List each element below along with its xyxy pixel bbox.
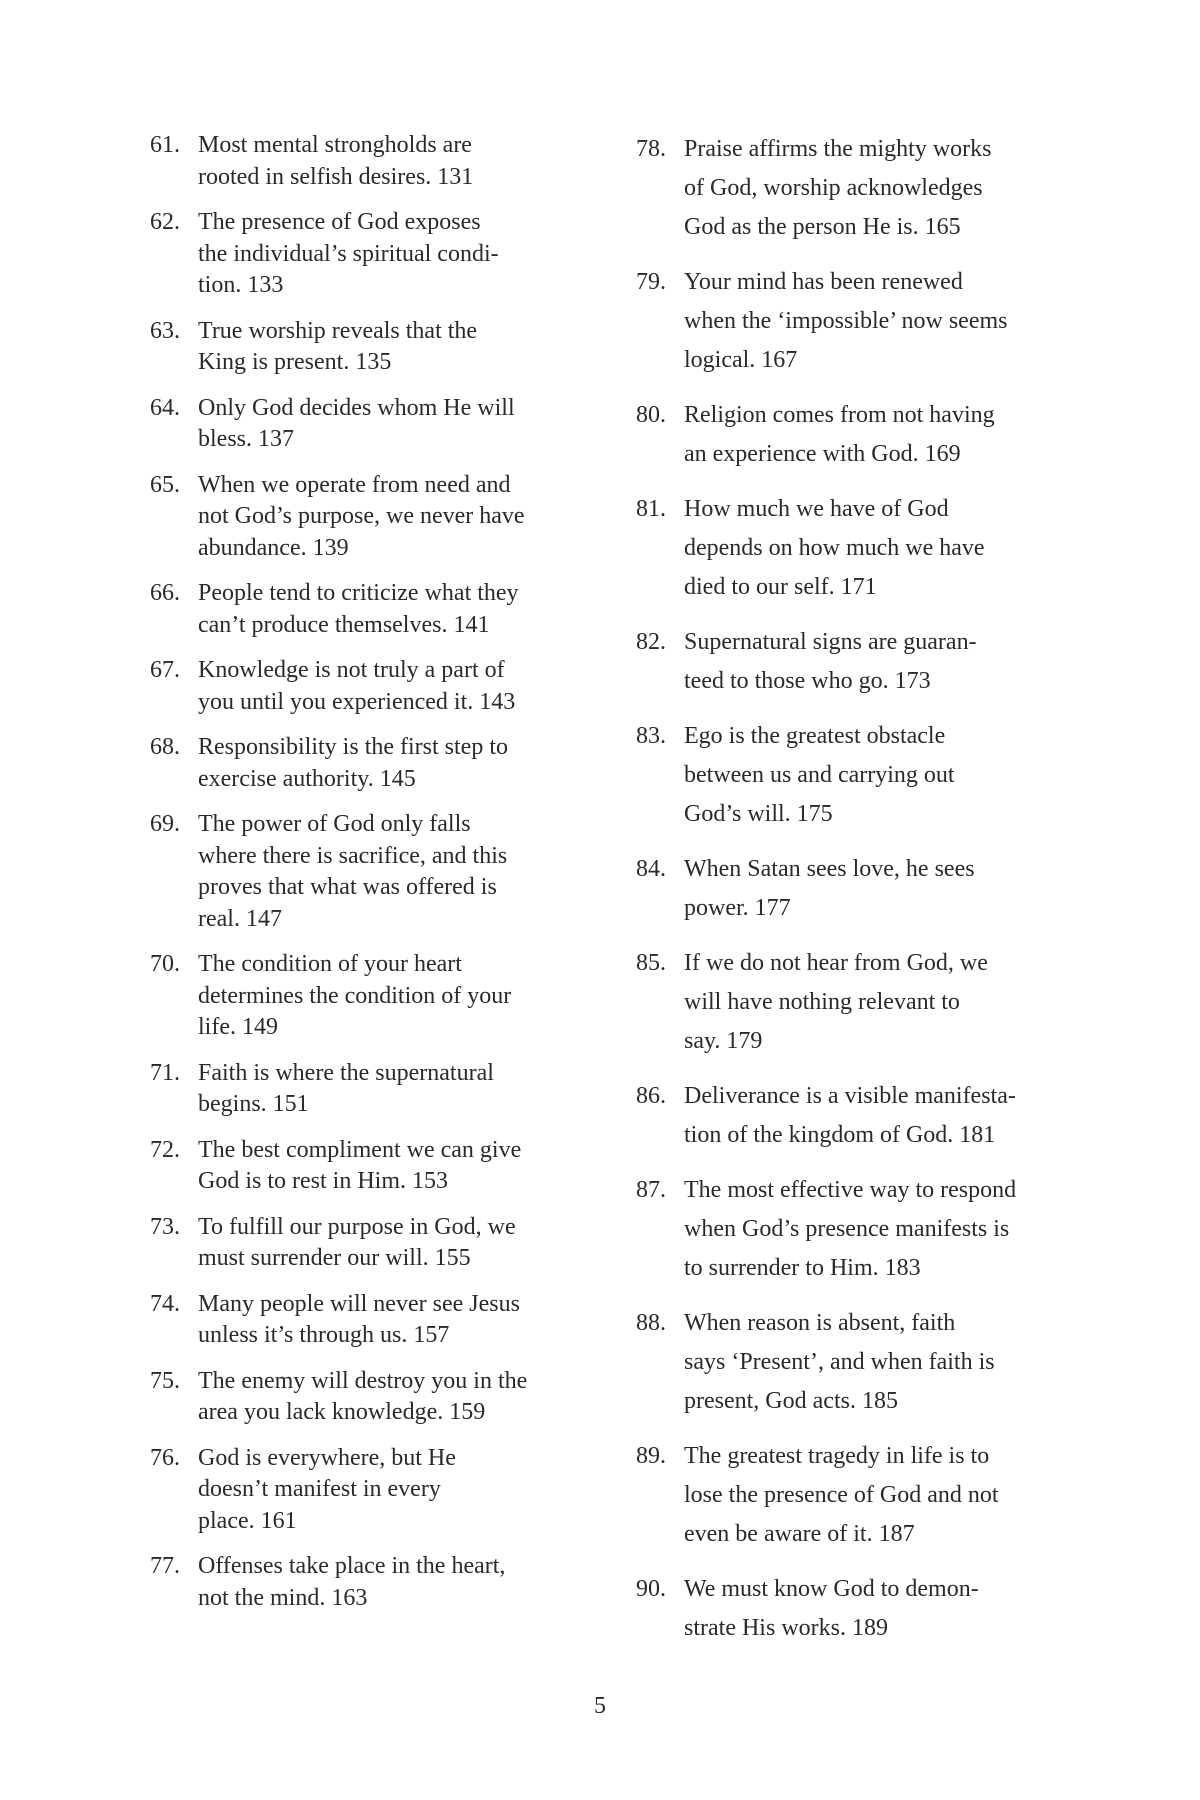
item-number: 85. bbox=[636, 950, 666, 976]
item-number: 69. bbox=[150, 811, 180, 837]
item-text bbox=[198, 130, 580, 193]
item-number: 75. bbox=[150, 1367, 180, 1394]
item-text-line: not the mind. 163 bbox=[198, 1584, 368, 1611]
item-text-line: How much we have of God bbox=[684, 496, 949, 522]
item-number: 83. bbox=[636, 723, 666, 749]
list-item bbox=[150, 732, 580, 795]
item-text-line: Your mind has been renewed bbox=[684, 269, 963, 295]
item-text-line: the individual’s spiritual condi- bbox=[198, 240, 499, 267]
item-text-line: died to our self. 171 bbox=[684, 574, 877, 600]
item-text-line: says ‘Present’, and when faith is bbox=[684, 1349, 995, 1375]
item-text-line: God as the person He is. 165 bbox=[684, 214, 961, 240]
item-text-line: If we do not hear from God, we bbox=[684, 950, 988, 976]
item-text-line: Religion comes from not having bbox=[684, 402, 995, 428]
item-text-line: God is to rest in Him. 153 bbox=[198, 1168, 448, 1194]
item-number: 74. bbox=[150, 1290, 180, 1317]
item-text-line: The enemy will destroy you in the bbox=[198, 1367, 528, 1394]
item-number: 67. bbox=[150, 657, 180, 683]
item-number: 64. bbox=[150, 394, 180, 421]
item-text-line: must surrender our will. 155 bbox=[198, 1245, 471, 1271]
list-item bbox=[636, 1437, 1066, 1554]
item-text-line: proves that what was offered is bbox=[198, 874, 497, 900]
item-text-line: Only God decides whom He will bbox=[198, 394, 515, 421]
item-text bbox=[198, 316, 580, 379]
item-text-line: Ego is the greatest obstacle bbox=[684, 723, 946, 749]
item-number: 63. bbox=[150, 317, 180, 344]
item-text-line: of God, worship acknowledges bbox=[684, 175, 983, 201]
right-column bbox=[636, 130, 1066, 1664]
list-item bbox=[636, 944, 1066, 1061]
item-text bbox=[684, 1171, 1066, 1288]
list-item bbox=[636, 1304, 1066, 1421]
item-number: 61. bbox=[150, 132, 180, 158]
item-number: 76. bbox=[150, 1444, 180, 1471]
list-item bbox=[150, 1135, 580, 1198]
item-text bbox=[198, 393, 580, 456]
item-text bbox=[684, 130, 1066, 247]
item-number: 72. bbox=[150, 1136, 180, 1163]
item-text-line: The most effective way to respond bbox=[684, 1177, 1017, 1203]
list-item bbox=[150, 949, 580, 1044]
item-text-line: can’t produce themselves. 141 bbox=[198, 611, 490, 638]
item-text bbox=[198, 732, 580, 795]
list-item bbox=[150, 393, 580, 456]
item-number: 87. bbox=[636, 1177, 666, 1203]
item-text-line: Offenses take place in the heart, bbox=[198, 1553, 506, 1579]
list-item bbox=[636, 850, 1066, 928]
item-text-line: rooted in selfish desires. 131 bbox=[198, 163, 474, 190]
item-text-line: area you lack knowledge. 159 bbox=[198, 1399, 486, 1425]
item-text-line: place. 161 bbox=[198, 1507, 297, 1534]
item-number: 68. bbox=[150, 734, 180, 760]
item-text-line: When we operate from need and bbox=[198, 471, 511, 498]
item-text-line: an experience with God. 169 bbox=[684, 441, 961, 467]
item-text-line: teed to those who go. 173 bbox=[684, 668, 931, 694]
item-text-line: you until you experienced it. 143 bbox=[198, 688, 516, 715]
list-item bbox=[636, 623, 1066, 701]
list-item bbox=[150, 470, 580, 565]
item-number: 90. bbox=[636, 1576, 666, 1602]
item-number: 81. bbox=[636, 496, 666, 522]
item-text-line: Many people will never see Jesus bbox=[198, 1290, 520, 1317]
item-text-line: Responsibility is the first step to bbox=[198, 734, 508, 760]
item-text-line: logical. 167 bbox=[684, 347, 798, 373]
item-text-line: Knowledge is not truly a part of bbox=[198, 657, 505, 683]
item-number: 66. bbox=[150, 580, 180, 606]
list-item bbox=[150, 316, 580, 379]
item-text-line: determines the condition of your bbox=[198, 982, 512, 1009]
item-text-line: when God’s presence manifests is bbox=[684, 1216, 1010, 1242]
item-text bbox=[684, 263, 1066, 380]
item-text bbox=[198, 1443, 580, 1538]
item-number: 62. bbox=[150, 209, 180, 235]
item-text-line: power. 177 bbox=[684, 895, 791, 921]
item-number: 78. bbox=[636, 136, 666, 162]
list-item bbox=[636, 396, 1066, 474]
item-text-line: to surrender to Him. 183 bbox=[684, 1255, 921, 1281]
item-text-line: God’s will. 175 bbox=[684, 801, 833, 827]
item-text-line: Most mental strongholds are bbox=[198, 132, 472, 158]
item-text-line: When Satan sees love, he sees bbox=[684, 856, 975, 882]
item-text-line: strate His works. 189 bbox=[684, 1615, 888, 1641]
item-text-line: will have nothing relevant to bbox=[684, 989, 960, 1015]
item-text-line: lose the presence of God and not bbox=[684, 1482, 999, 1508]
item-text-line: The greatest tragedy in life is to bbox=[684, 1443, 990, 1469]
item-text bbox=[198, 1551, 580, 1614]
list-item bbox=[150, 578, 580, 641]
item-text bbox=[198, 1366, 580, 1429]
item-text-line: The best compliment we can give bbox=[198, 1136, 522, 1163]
list-item bbox=[150, 130, 580, 193]
item-text bbox=[198, 207, 580, 302]
item-text-line: bless. 137 bbox=[198, 426, 294, 452]
item-number: 79. bbox=[636, 269, 666, 295]
item-text-line: When reason is absent, faith bbox=[684, 1310, 956, 1336]
item-text-line: King is present. 135 bbox=[198, 349, 392, 375]
list-item bbox=[636, 1171, 1066, 1288]
item-text-line: exercise authority. 145 bbox=[198, 765, 416, 792]
item-text bbox=[684, 1077, 1066, 1155]
item-text-line: Supernatural signs are guaran- bbox=[684, 629, 977, 655]
item-text-line: doesn’t manifest in every bbox=[198, 1476, 441, 1502]
item-number: 73. bbox=[150, 1213, 180, 1240]
item-text-line: We must know God to demon- bbox=[684, 1576, 979, 1602]
item-text bbox=[198, 578, 580, 641]
item-number: 88. bbox=[636, 1310, 666, 1336]
list-item bbox=[150, 207, 580, 302]
item-text-line: True worship reveals that the bbox=[198, 317, 478, 344]
item-text-line: The condition of your heart bbox=[198, 951, 462, 977]
item-text-line: Praise affirms the mighty works bbox=[684, 136, 992, 162]
item-text-line: unless it’s through us. 157 bbox=[198, 1322, 450, 1348]
item-text bbox=[198, 1212, 580, 1275]
item-text-line: tion. 133 bbox=[198, 272, 284, 298]
item-number: 82. bbox=[636, 629, 666, 655]
item-number: 71. bbox=[150, 1059, 180, 1086]
item-text-line: not God’s purpose, we never have bbox=[198, 503, 525, 529]
item-text-line: People tend to criticize what they bbox=[198, 580, 519, 606]
item-text bbox=[684, 1437, 1066, 1554]
list-item bbox=[636, 1077, 1066, 1155]
item-text-line: begins. 151 bbox=[198, 1091, 309, 1117]
item-text-line: To fulfill our purpose in God, we bbox=[198, 1213, 516, 1240]
item-text-line: where there is sacrifice, and this bbox=[198, 842, 508, 869]
list-item bbox=[150, 1443, 580, 1538]
item-text bbox=[684, 1304, 1066, 1421]
item-number: 89. bbox=[636, 1443, 666, 1469]
item-text-line: real. 147 bbox=[198, 905, 282, 932]
item-text-line: life. 149 bbox=[198, 1014, 278, 1040]
list-item bbox=[636, 263, 1066, 380]
item-text-line: present, God acts. 185 bbox=[684, 1388, 898, 1414]
item-text bbox=[684, 717, 1066, 834]
item-text-line: abundance. 139 bbox=[198, 534, 349, 561]
item-text-line: The presence of God exposes bbox=[198, 209, 481, 235]
item-text-line: Faith is where the supernatural bbox=[198, 1059, 494, 1086]
list-item bbox=[150, 1366, 580, 1429]
page-number: 5 bbox=[594, 1693, 606, 1719]
item-text-line: The power of God only falls bbox=[198, 811, 471, 837]
item-number: 80. bbox=[636, 402, 666, 428]
item-text bbox=[684, 396, 1066, 474]
list-item bbox=[150, 809, 580, 935]
item-text bbox=[198, 470, 580, 565]
item-text bbox=[684, 944, 1066, 1061]
list-item bbox=[150, 1058, 580, 1121]
item-text bbox=[684, 850, 1066, 928]
item-number: 65. bbox=[150, 471, 180, 498]
item-text-line: say. 179 bbox=[684, 1028, 763, 1054]
item-text-line: God is everywhere, but He bbox=[198, 1444, 456, 1471]
list-item bbox=[636, 717, 1066, 834]
item-text bbox=[198, 655, 580, 718]
left-column bbox=[150, 130, 580, 1628]
item-text bbox=[198, 949, 580, 1044]
item-text bbox=[198, 809, 580, 935]
item-text bbox=[198, 1135, 580, 1198]
item-number: 70. bbox=[150, 951, 180, 977]
list-item bbox=[150, 1289, 580, 1352]
list-item bbox=[150, 1212, 580, 1275]
item-text-line: between us and carrying out bbox=[684, 762, 955, 788]
item-text bbox=[198, 1058, 580, 1121]
item-text-line: tion of the kingdom of God. 181 bbox=[684, 1122, 996, 1148]
item-text-line: depends on how much we have bbox=[684, 535, 985, 561]
list-item bbox=[636, 130, 1066, 247]
item-number: 86. bbox=[636, 1083, 666, 1109]
item-text bbox=[684, 1570, 1066, 1648]
item-text bbox=[198, 1289, 580, 1352]
item-text bbox=[684, 623, 1066, 701]
list-item bbox=[150, 1551, 580, 1614]
item-text-line: even be aware of it. 187 bbox=[684, 1521, 915, 1547]
item-text-line: when the ‘impossible’ now seems bbox=[684, 308, 1008, 334]
list-item bbox=[150, 655, 580, 718]
item-number: 77. bbox=[150, 1553, 180, 1579]
item-number: 84. bbox=[636, 856, 666, 882]
item-text-line: Deliverance is a visible manifesta- bbox=[684, 1083, 1016, 1109]
item-text bbox=[684, 490, 1066, 607]
list-item bbox=[636, 1570, 1066, 1648]
list-item bbox=[636, 490, 1066, 607]
